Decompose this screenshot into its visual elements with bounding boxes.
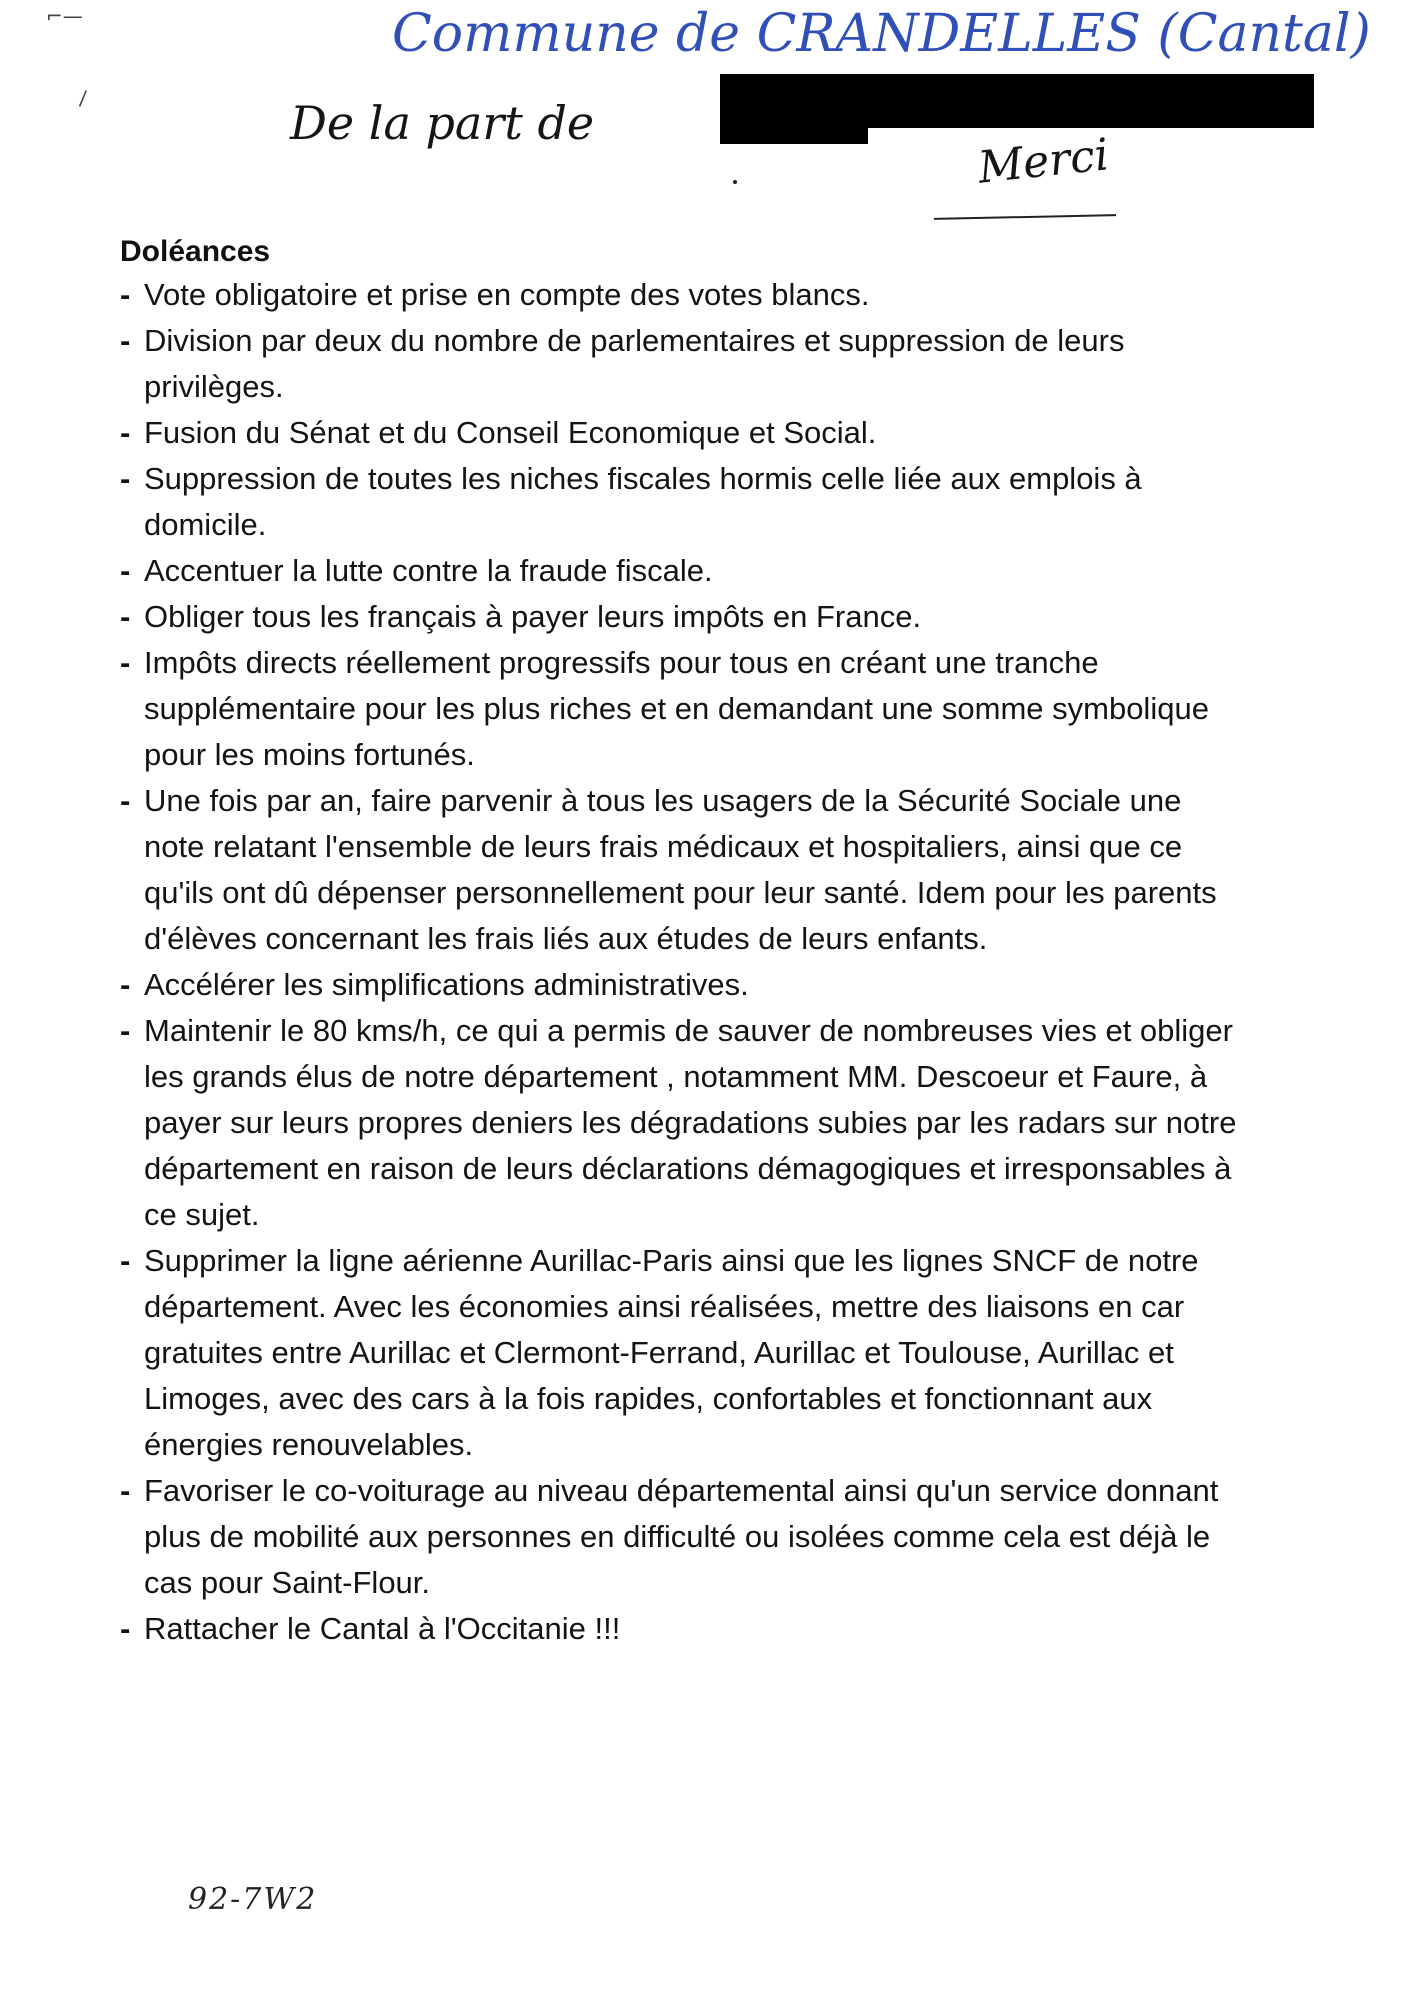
from-handwritten-line: De la part de <box>290 96 595 150</box>
doleance-item <box>120 594 1250 640</box>
commune-handwritten-line: Commune de CRANDELLES (Cantal) <box>392 4 1371 64</box>
thanks-handwritten: Merci <box>975 129 1112 194</box>
doleance-item <box>120 962 1250 1008</box>
doleance-text: Une fois par an, faire parvenir à tous les usagers de la Sécurité Sociale une note relatant l'ensemble de leurs frais médicaux et hospitaliers, ainsi que ce qu'ils ont dû dépenser personnellement pour leur santé. Idem pour les parents d'élèves concernant les frais liés aux études de leurs enfants. <box>144 783 1217 956</box>
document-title: Doléances <box>120 235 271 268</box>
doleance-item <box>120 778 1250 962</box>
doleance-text: Accélérer les simplifications administratives. <box>144 967 749 1002</box>
doleances-document <box>120 232 1250 1652</box>
doleance-text: Rattacher le Cantal à l'Occitanie !!! <box>144 1611 621 1646</box>
doleance-text: Favoriser le co-voiturage au niveau départemental ainsi qu'un service donnant plus de mobilité aux personnes en difficulté ou isolées comme cela est déjà le cas pour Saint-Flour. <box>144 1473 1219 1600</box>
bullet-dash: - <box>120 461 131 496</box>
doleance-item <box>120 640 1250 778</box>
doleance-item <box>120 548 1250 594</box>
ink-dot <box>733 180 737 184</box>
doleance-item <box>120 1008 1250 1238</box>
doleance-text: Division par deux du nombre de parlementaires et suppression de leurs privilèges. <box>144 323 1125 404</box>
bullet-dash: - <box>120 1611 131 1646</box>
doleance-item <box>120 272 1250 318</box>
bullet-dash: - <box>120 1243 131 1278</box>
bullet-dash: - <box>120 1473 131 1508</box>
redaction-box-lower <box>720 126 868 144</box>
doleance-item <box>120 1468 1250 1606</box>
bullet-dash: - <box>120 323 131 358</box>
bullet-dash: - <box>120 599 131 634</box>
archive-code: 92-7W2 <box>188 1882 318 1917</box>
doleances-list <box>120 272 1250 1652</box>
doleance-text: Suppression de toutes les niches fiscales hormis celle liée aux emplois à domicile. <box>144 461 1142 542</box>
thanks-underline <box>934 214 1116 220</box>
bullet-dash: - <box>120 967 131 1002</box>
doleance-text: Vote obligatoire et prise en compte des votes blancs. <box>144 277 870 312</box>
bullet-dash: - <box>120 1013 131 1048</box>
doleance-item <box>120 1606 1250 1652</box>
redaction-box <box>720 74 1314 128</box>
bullet-dash: - <box>120 415 131 450</box>
doleance-text: Accentuer la lutte contre la fraude fiscale. <box>144 553 713 588</box>
doleance-item <box>120 318 1250 410</box>
bullet-dash: - <box>120 783 131 818</box>
doleance-item <box>120 410 1250 456</box>
doleance-text: Obliger tous les français à payer leurs impôts en France. <box>144 599 922 634</box>
doleance-text: Fusion du Sénat et du Conseil Economique et Social. <box>144 415 877 450</box>
doleance-item <box>120 1238 1250 1468</box>
doleance-item <box>120 456 1250 548</box>
bullet-dash: - <box>120 277 131 312</box>
doleance-text: Impôts directs réellement progressifs pour tous en créant une tranche supplémentaire pour les plus riches et en demandant une somme symbolique pour les moins fortunés. <box>144 645 1209 772</box>
bullet-dash: - <box>120 553 131 588</box>
doleance-text: Supprimer la ligne aérienne Aurillac-Paris ainsi que les lignes SNCF de notre département. Avec les économies ainsi réalisées, mettre des liaisons en car gratuites entre Aurillac et Clermont-Ferrand, Aurillac et Toulouse, Aurillac et Limoges, avec des cars à la fois rapides, confortables et fonctionnant aux énergies renouvelables. <box>144 1243 1199 1462</box>
scan-mark-top-left: ⌐— <box>46 4 83 28</box>
doleance-text: Maintenir le 80 kms/h, ce qui a permis de sauver de nombreuses vies et obliger les grands élus de notre département , notamment MM. Descoeur et Faure, à payer sur leurs propres deniers les dégradations subies par les radars sur notre département en raison de leurs déclarations démagogiques et irresponsables à ce sujet. <box>144 1013 1237 1232</box>
scan-mark-left: \ <box>73 86 94 110</box>
bullet-dash: - <box>120 645 131 680</box>
